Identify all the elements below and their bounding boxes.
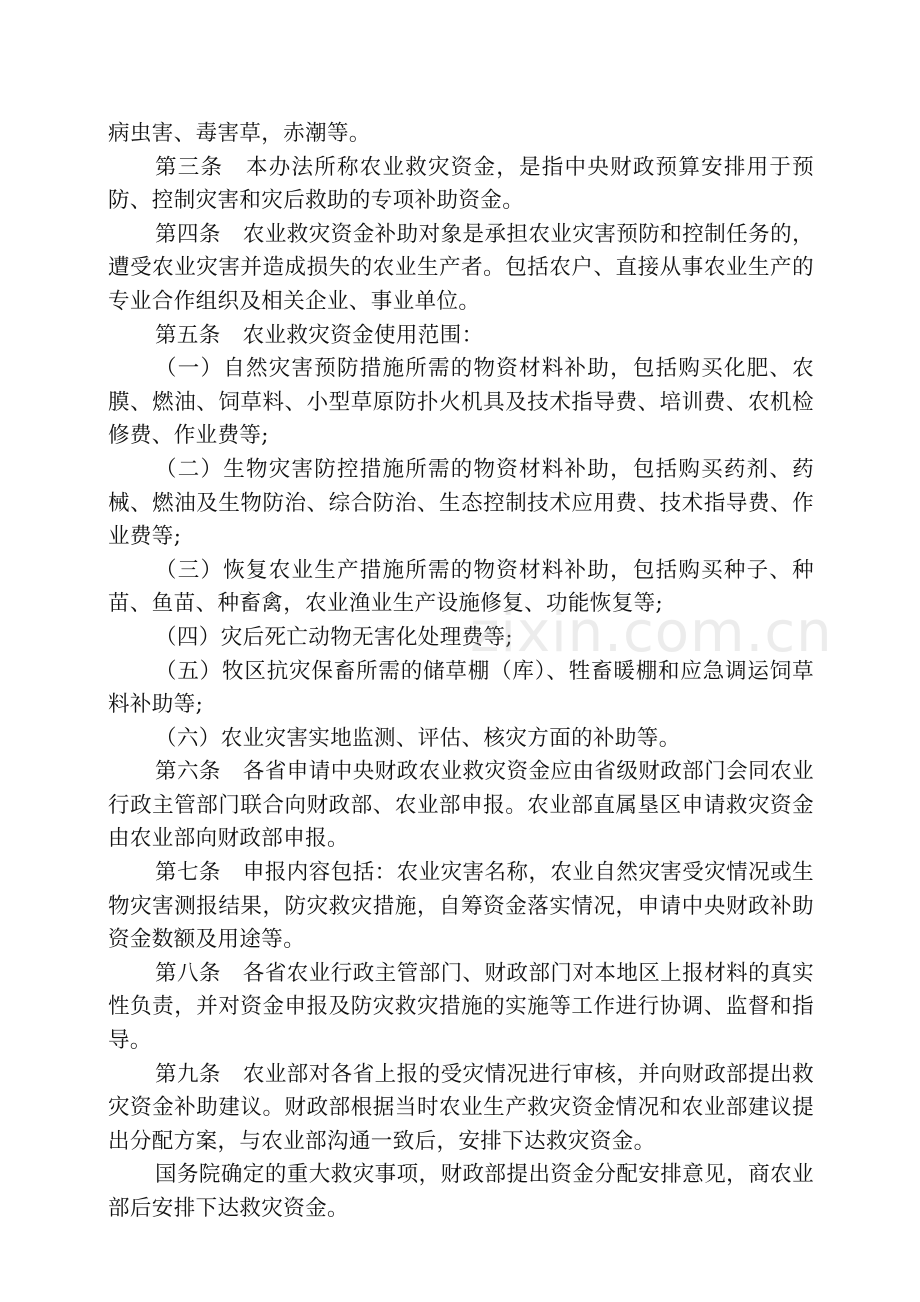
article-5-item-3: （三）恢复农业生产措施所需的物资材料补助，包括购买种子、种苗、鱼苗、种畜禽，农业渔业生产设施修复、功能恢复等; [108,557,814,617]
article-6: 第六条 各省申请中央财政农业救灾资金应由省级财政部门会同农业行政主管部门联合向财政部、农业部申报。农业部直属垦区申请救灾资金由农业部向财政部申报。 [108,759,814,852]
article-3: 第三条 本办法所称农业救灾资金，是指中央财政预算安排用于预防、控制灾害和灾后救助的专项补助资金。 [108,154,814,214]
article-5-item-6: （六）农业灾害实地监测、评估、核灾方面的补助等。 [155,725,681,751]
watermark: zixin.com.cn [470,600,833,665]
article-4: 第四条 农业救灾资金补助对象是承担农业灾害预防和控制任务的，遭受农业灾害并造成损失的农业生产者。包括农户、直接从事农业生产的专业合作组织及相关企业、事业单位。 [108,221,814,314]
paragraph-continuation: 病虫害、毒害草，赤潮等。 [108,121,371,146]
document-body [108,117,814,1226]
article-8: 第八条 各省农业行政主管部门、财政部门对本地区上报材料的真实性负责，并对资金申报及防灾救灾措施的实施等工作进行协调、监督和指导。 [108,960,814,1054]
article-5-item-1: （一）自然灾害预防措施所需的物资材料补助，包括购买化肥、农膜、燃油、饲草料、小型草原防扑火机具及技术指导费、培训费、农机检修费、作业费等; [108,356,814,449]
article-9-supplement: 国务院确定的重大救灾事项，财政部提出资金分配安排意见，商农业部后安排下达救灾资金。 [108,1162,814,1221]
article-5-item-4: （四）灾后死亡动物无害化处理费等; [155,624,514,650]
article-9: 第九条 农业部对各省上报的受灾情况进行审核，并向财政部提出救灾资金补助建议。财政部根据当时农业生产救灾资金情况和农业部建议提出分配方案，与农业部沟通一致后，安排下达救灾资金。 [108,1061,814,1154]
article-7: 第七条 申报内容包括：农业灾害名称，农业自然灾害受灾情况或生物灾害测报结果，防灾救灾措施，自筹资金落实情况，申请中央财政补助资金数额及用途等。 [108,860,814,953]
article-5-heading: 第五条 农业救灾资金使用范围： [155,322,484,348]
article-5-item-5: （五）牧区抗灾保畜所需的储草棚（库）、牲畜暖棚和应急调运饲草料补助等; [108,658,814,718]
article-5-item-2: （二）生物灾害防控措施所需的物资材料补助，包括购买药剂、药械、燃油及生物防治、综合防治、生态控制技术应用费、技术指导费、作业费等; [108,456,814,550]
